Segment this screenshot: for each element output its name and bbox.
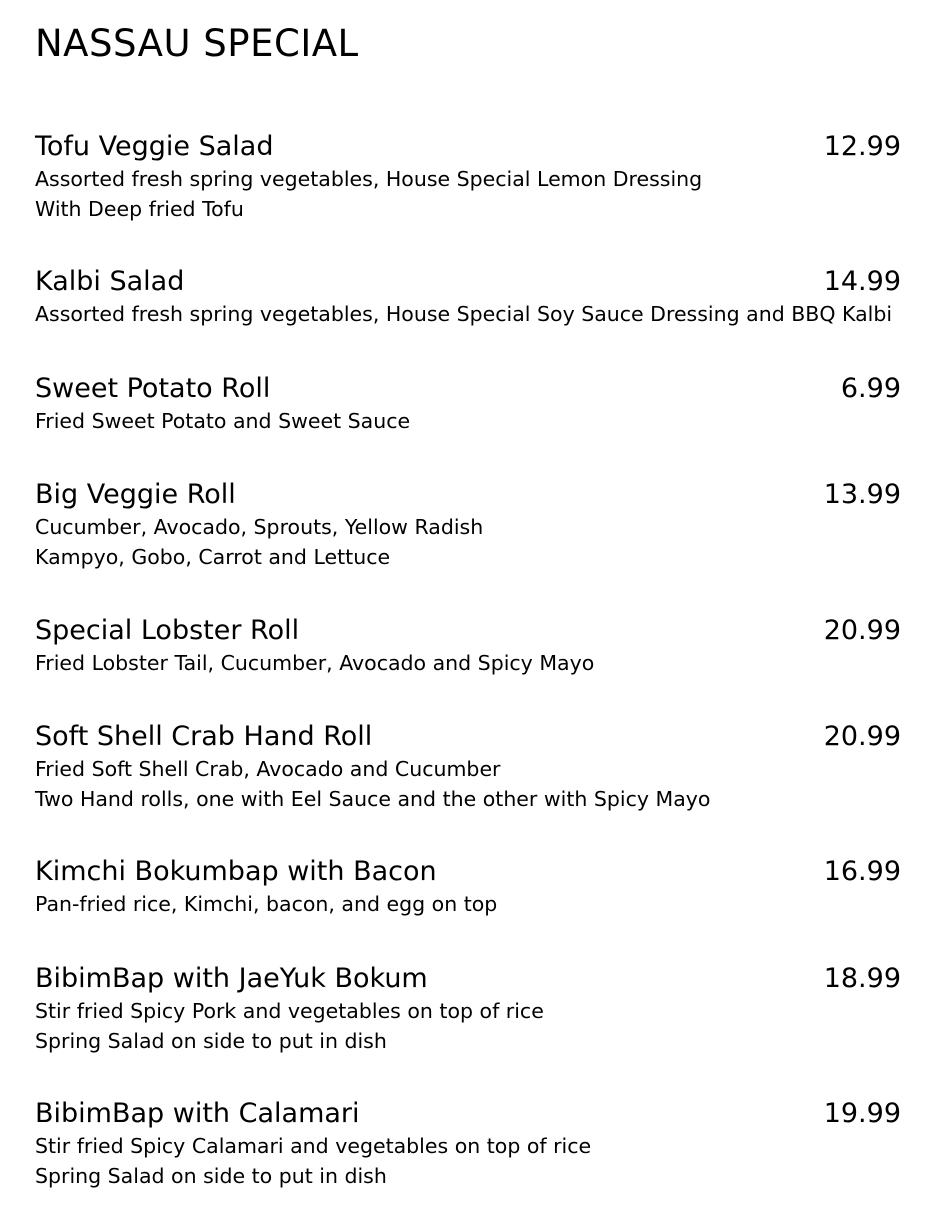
- menu-item-price: 19.99: [823, 1098, 901, 1129]
- menu-item-header: [35, 1096, 901, 1132]
- menu-item-description-line: Stir fried Spicy Calamari and vegetables on top of rice: [35, 1134, 592, 1158]
- menu-item-header: [35, 854, 901, 890]
- menu-item-description: [35, 300, 901, 330]
- menu-item-description-line: With Deep fried Tofu: [35, 196, 244, 221]
- menu-item-description: [35, 407, 901, 437]
- menu-item: [35, 961, 901, 1056]
- menu-item-name: Special Lobster Roll: [35, 615, 300, 646]
- menu-item-header: [35, 264, 901, 300]
- menu-item-price: 20.99: [823, 721, 901, 752]
- menu-item: [35, 477, 901, 572]
- menu-item-description-line: Stir fried Spicy Pork and vegetables on top of rice: [35, 999, 544, 1023]
- menu-item-header: [35, 371, 901, 407]
- menu-item: [35, 613, 901, 679]
- menu-item-description: [35, 513, 901, 572]
- menu-item-price: 20.99: [823, 615, 901, 646]
- menu-item-name: BibimBap with JaeYuk Bokum: [35, 963, 428, 994]
- menu-item: [35, 1096, 901, 1191]
- menu-item-description-line: Kampyo, Gobo, Carrot and Lettuce: [35, 544, 391, 569]
- menu-item-description: [35, 997, 901, 1056]
- menu-item-description-line: Spring Salad on side to put in dish: [35, 1028, 387, 1053]
- menu-item-header: [35, 961, 901, 997]
- menu-item-description: [35, 1132, 901, 1191]
- menu-item-description: [35, 755, 901, 814]
- menu-item-header: [35, 613, 901, 649]
- menu-item: [35, 719, 901, 814]
- menu-item-description-line: Fried Sweet Potato and Sweet Sauce: [35, 409, 411, 433]
- menu-item-description-line: Spring Salad on side to put in dish: [35, 1163, 387, 1188]
- menu-item-name: Sweet Potato Roll: [35, 373, 271, 404]
- menu-item-price: 6.99: [840, 373, 901, 404]
- menu-item: [35, 371, 901, 437]
- menu-item-header: [35, 477, 901, 513]
- menu-item: [35, 129, 901, 224]
- menu-item-price: 18.99: [823, 963, 901, 994]
- menu-item-header: [35, 719, 901, 755]
- menu-item-price: 12.99: [823, 131, 901, 162]
- menu-item-name: Big Veggie Roll: [35, 479, 236, 510]
- menu-item-description-line: Assorted fresh spring vegetables, House Special Lemon Dressing: [35, 167, 703, 191]
- menu-item-name: Soft Shell Crab Hand Roll: [35, 721, 373, 752]
- menu-item: [35, 854, 901, 920]
- menu-item-description: [35, 649, 901, 679]
- menu-item-price: 13.99: [823, 479, 901, 510]
- menu-item-name: Kimchi Bokumbap with Bacon: [35, 856, 437, 887]
- menu-item-description-line: Fried Soft Shell Crab, Avocado and Cucumber: [35, 757, 501, 781]
- menu-item-description-line: Assorted fresh spring vegetables, House Special Soy Sauce Dressing and BBQ Kalbi: [35, 302, 893, 326]
- menu-item-name: BibimBap with Calamari: [35, 1098, 360, 1129]
- menu-item: [35, 264, 901, 330]
- menu-item-name: Kalbi Salad: [35, 266, 185, 297]
- menu-item-price: 16.99: [823, 856, 901, 887]
- menu-item-description: [35, 165, 901, 224]
- menu-item-description-line: Fried Lobster Tail, Cucumber, Avocado and Spicy Mayo: [35, 651, 595, 675]
- menu-item-description-line: Two Hand rolls, one with Eel Sauce and the other with Spicy Mayo: [35, 786, 711, 811]
- menu-item-description-line: Cucumber, Avocado, Sprouts, Yellow Radish: [35, 515, 484, 539]
- menu-item-description-line: Pan-fried rice, Kimchi, bacon, and egg on top: [35, 892, 498, 916]
- menu-item-header: [35, 129, 901, 165]
- page-title: NASSAU SPECIAL: [35, 22, 359, 65]
- menu-item-price: 14.99: [823, 266, 901, 297]
- menu-item-name: Tofu Veggie Salad: [35, 131, 274, 162]
- menu-item-description: [35, 890, 901, 920]
